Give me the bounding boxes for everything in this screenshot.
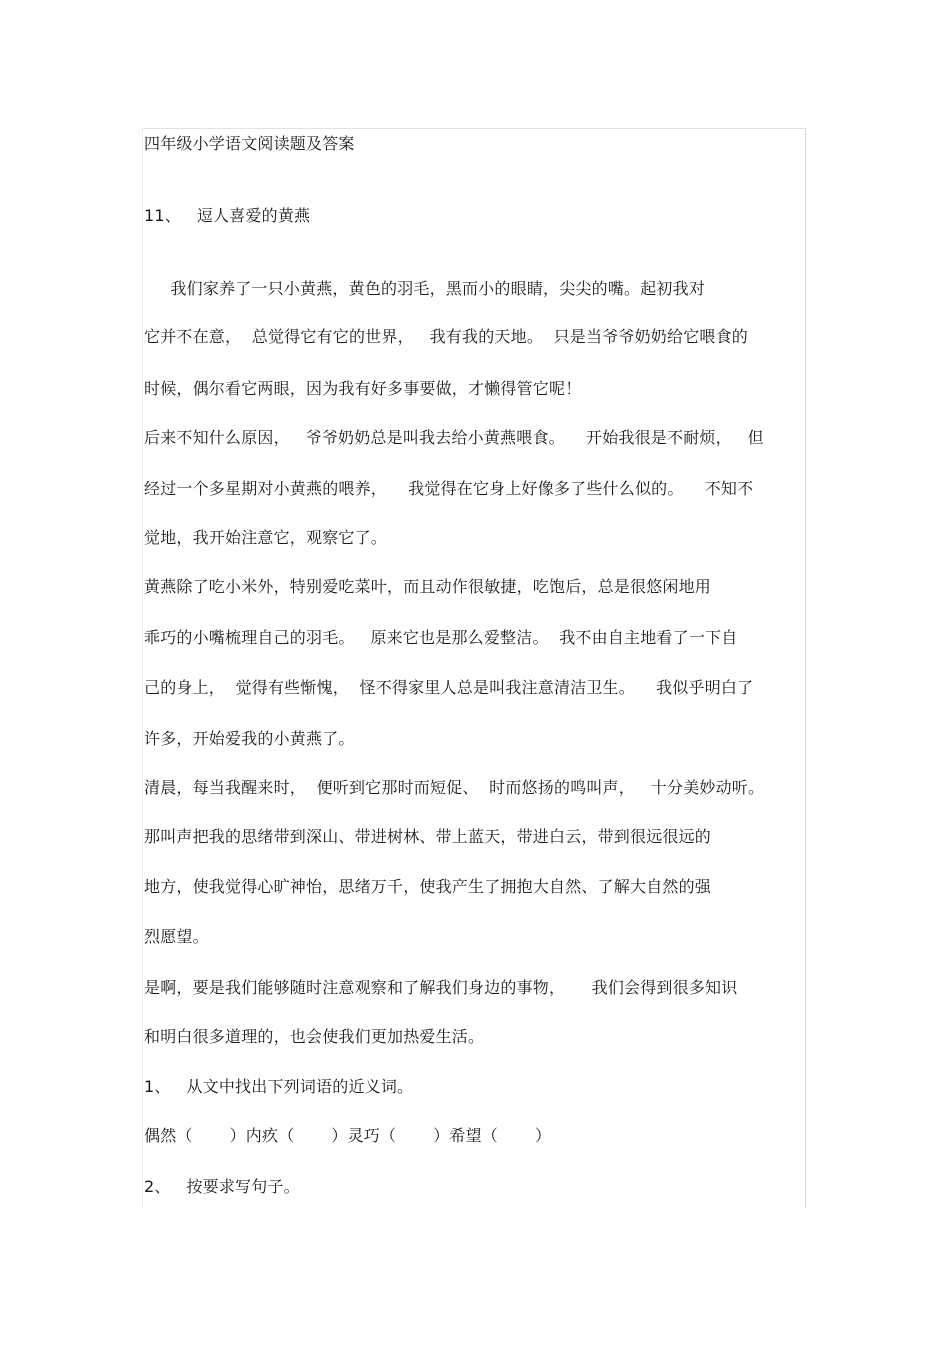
passage-line-5: 经过一个多星期对小黄燕的喂养， 我觉得在它身上好像多了些什么似的。 不知不 <box>144 479 754 498</box>
passage-line-14: 烈愿望。 <box>144 927 209 946</box>
document-title: 四年级小学语文阅读题及答案 <box>144 134 355 153</box>
section-heading: 11、 逗人喜爱的黄燕 <box>144 206 311 225</box>
passage-line-7: 黄燕除了吃小米外，特别爱吃菜叶，而且动作很敏捷，吃饱后，总是很悠闲地用 <box>144 577 712 596</box>
question-2: 2、 按要求写句子。 <box>144 1177 300 1196</box>
question-1: 1、 从文中找出下列词语的近义词。 <box>144 1077 414 1096</box>
question-1-blanks: 偶然（ ）内疚（ ）灵巧（ ）希望（ ） <box>144 1126 552 1145</box>
passage-line-13: 地方，使我觉得心旷神怡，思绪万千，使我产生了拥抱大自然、了解大自然的强 <box>144 877 712 896</box>
passage-line-2: 它并不在意， 总觉得它有它的世界， 我有我的天地。 只是当爷爷奶奶给它喂食的 <box>144 327 749 346</box>
passage-line-11: 清晨，每当我醒来时， 便听到它那时而短促、 时而悠扬的鸣叫声， 十分美妙动听。 <box>144 778 765 797</box>
passage-line-12: 那叫声把我的思绪带到深山、带进树林、带上蓝天，带进白云，带到很远很远的 <box>144 827 712 846</box>
passage-line-6: 觉地，我开始注意它，观察它了。 <box>144 528 388 547</box>
passage-line-4: 后来不知什么原因， 爷爷奶奶总是叫我去给小黄燕喂食。 开始我很是不耐烦， 但 <box>144 428 764 447</box>
passage-line-15: 是啊，要是我们能够随时注意观察和了解我们身边的事物， 我们会得到很多知识 <box>144 978 738 997</box>
passage-line-10: 许多，开始爱我的小黄燕了。 <box>144 729 355 748</box>
passage-line-9: 己的身上， 觉得有些惭愧， 怪不得家里人总是叫我注意清洁卫生。 我似乎明白了 <box>144 678 754 697</box>
passage-line-3: 时候，偶尔看它两眼，因为我有好多事要做，才懒得管它呢！ <box>144 379 582 398</box>
passage-line-16: 和明白很多道理的，也会使我们更加热爱生活。 <box>144 1027 485 1046</box>
passage-line-8: 乖巧的小嘴梳理自己的羽毛。 原来它也是那么爱整洁。 我不由自主地看了一下自 <box>144 628 738 647</box>
passage-line-1: 我们家养了一只小黄燕，黄色的羽毛，黑而小的眼睛，尖尖的嘴。起初我对 <box>144 279 706 298</box>
